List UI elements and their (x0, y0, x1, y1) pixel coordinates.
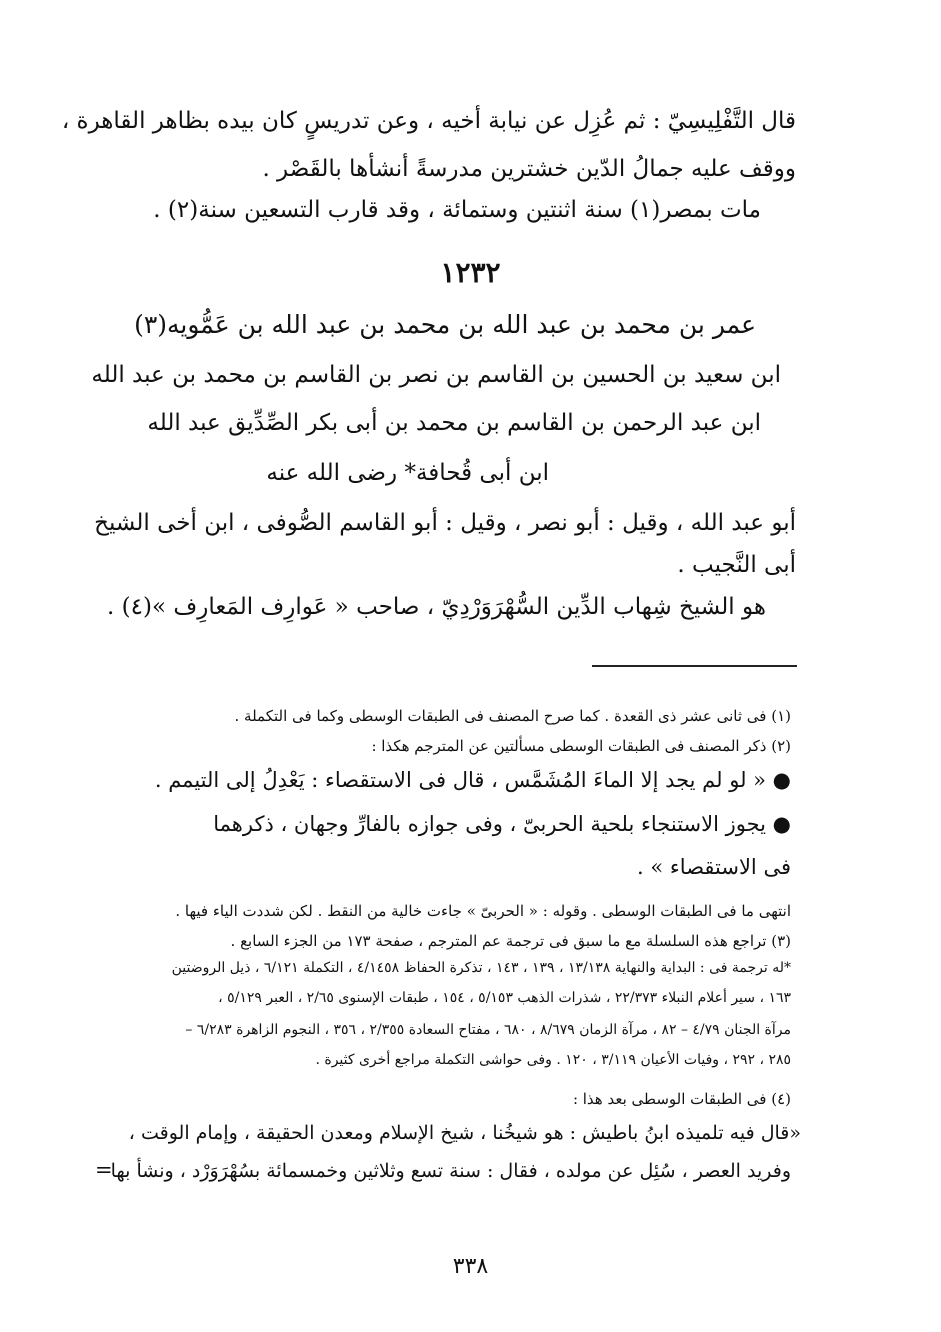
footnote-4: (٤) فى الطبقات الوسطى بعد هذا : (572, 1090, 791, 1108)
footnote-3: (٣) تراجع هذه السلسلة مع ما سبق فى ترجمة عم المترجم ، صفحة ١٧٣ من الجزء السابع . (230, 932, 791, 950)
page-number: ٣٣٨ (452, 1254, 489, 1279)
footnote-2-end: انتهى ما فى الطبقات الوسطى . وقوله : « الحربىّ » جاءت خالية من النقط . لكن شددت الياء فيها . (175, 902, 791, 920)
name-line2: ابن سعيد بن الحسين بن القاسم بن نصر بن القاسم بن محمد بن عبد الله (91, 362, 781, 388)
footnote-2-quote-1: ● « لو لم يجد إلا الماءَ المُشَمَّس ، قال فى الاستقصاء : يَعْدِلُ إلى التيمم . (154, 768, 791, 792)
sources-line4: ٢٨٥ ، ٢٩٢ ، وفيات الأعيان ٣/١١٩ ، ١٢٠ . وفى حواشى التكملة مراجع أخرى كثيرة . (315, 1052, 791, 1068)
sources-line2: ١٦٣ ، سير أعلام النبلاء ٢٢/٣٧٣ ، شذرات الذهب ٥/١٥٣ ، ١٥٤ ، طبقات الإسنوى ٢/٦٥ ، العبر ٥/١٢٩ ، (218, 990, 791, 1006)
footnote-2-quote-2-line2: فى الاستقصاء » . (637, 855, 791, 879)
footnote-2: (٢) ذكر المصنف فى الطبقات الوسطى مسألتين عن المترجم هكذا : (371, 737, 791, 755)
continuation-mark: = (95, 1158, 113, 1182)
main-para1-line2: ووقف عليه جمالُ الدّين خشترين مدرسةً أنشأها بالقَصْر . (262, 156, 796, 182)
main-para1-line1: قال التَّفْلِيسِيّ : ثم عُزِل عن نيابة أخيه ، وعن تدريسٍ كان بيده بظاهر القاهرة ، (61, 108, 796, 134)
footnote-2-quote-2-line1: ● يجوز الاستنجاء بلحية الحربىّ ، وفى جوازه بالفارِّ وجهان ، ذكرهما (213, 812, 791, 836)
name-line3: ابن عبد الرحمن بن القاسم بن محمد بن أبى بكر الصِّدِّيق عبد الله (147, 410, 761, 436)
sources-line3: مرآة الجنان ٤/٧٩ – ٨٢ ، مرآة الزمان ٨/٦٧٩ ، ٦٨٠ ، مفتاح السعادة ٢/٣٥٥ ، ٣٥٦ ، النجوم الزاهرة ٦/٢٨٣ – (185, 1022, 791, 1038)
name-line1: عمر بن محمد بن عبد الله بن محمد بن عبد الله بن عَمُّويه(٣) (134, 310, 756, 339)
footnote-4-quote-line1: «قال فيه تلميذه ابنُ باطيش : هو شيخُنا ، شيخ الإسلام ومعدن الحقيقة ، وإمام الوقت ، (128, 1122, 801, 1144)
sources-line1: *له ترجمة فى : البداية والنهاية ١٣/١٣٨ ، ١٣٩ ، ١٤٣ ، تذكرة الحفاظ ٤/١٤٥٨ ، التكملة ٦/١٢١ ، ذيل الروضتين (171, 960, 791, 976)
footnote-separator (592, 665, 797, 667)
kunya-line2: أبى النَّجيب . (677, 552, 796, 578)
main-para2: مات بمصر(١) سنة اثنتين وستمائة ، وقد قارب التسعين سنة(٢) . (153, 197, 761, 223)
kunya-line1: أبو عبد الله ، وقيل : أبو نصر ، وقيل : أبو القاسم الصُّوفى ، ابن أخى الشيخ (94, 510, 796, 536)
entry-number: ١٢٣٢ (440, 256, 501, 289)
name-line4: ابن أبى قُحافة* رضى الله عنه (266, 460, 549, 486)
description: هو الشيخ شِهاب الدِّين السُّهْرَوَرْدِيّ ، صاحب « عَوارِف المَعارِف »(٤) . (107, 594, 766, 620)
footnote-1: (١) فى ثانى عشر ذى القعدة . كما صرح المصنف فى الطبقات الوسطى وكما فى التكملة . (234, 707, 791, 725)
footnote-4-quote-line2: وفريد العصر ، سُئِل عن مولده ، فقال : سنة تسع وثلاثين وخمسمائة بسُهْرَوَرْد ، ونشأ بها (110, 1160, 791, 1182)
